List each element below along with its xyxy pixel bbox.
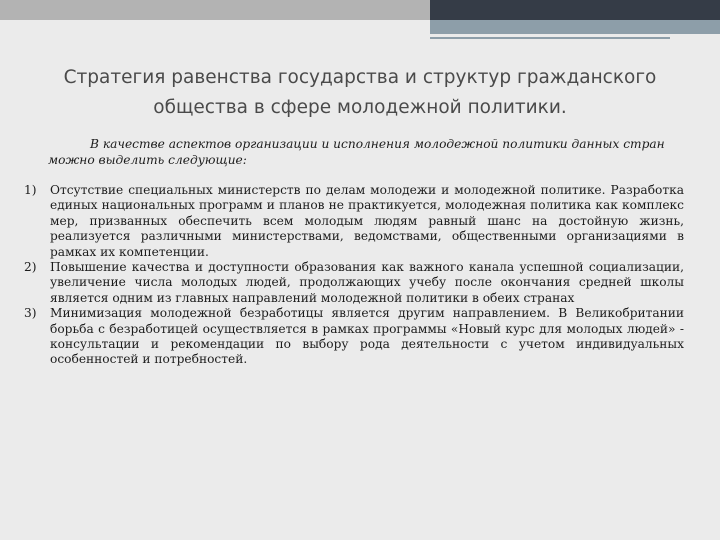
list-item-number: 3)	[24, 306, 37, 321]
intro-text: В качестве аспектов организации и исполнения молодежной политики данных стран можно выделить следующие:	[48, 137, 665, 167]
list-item-text: Повышение качества и доступности образования как важного канала успешной социализации, увеличение числа молодых людей, продолжающих учебу после окончания средней школы является одним из главных направлений молодежной политики в обеих странах	[50, 260, 684, 305]
list-item-text: Отсутствие специальных министерств по делам молодежи и молодежной политике. Разработка единых национальных программ и планов не практикуется, молодежная политика как комплекс мер, призванных обеспечить всем молодым людям равный шанс на достойную жизнь, реализуется различными министерствами, ведомствами, общественными организациями в рамках их компетенции.	[50, 183, 684, 259]
list-item-text: Минимизация молодежной безработицы является другим направлением. В Великобритании борьба с безработицей осуществляется в рамках программы «Новый курс для молодых людей» - консультации и рекомендации по выбору рода деятельности с учетом индивидуальных особенностей и потребностей.	[50, 306, 684, 367]
header-band-accent	[430, 20, 720, 34]
list-item	[24, 306, 684, 368]
list-item-number: 1)	[24, 183, 37, 197]
aspects-list	[24, 183, 684, 368]
list-item	[24, 260, 684, 306]
slide-title: Стратегия равенства государства и структур гражданского общества в сфере молодежной политики.	[63, 67, 657, 118]
list-item-number: 2)	[24, 260, 37, 275]
header-band-dark	[430, 0, 720, 20]
header-accent-line	[430, 37, 670, 39]
list-item	[24, 183, 684, 260]
